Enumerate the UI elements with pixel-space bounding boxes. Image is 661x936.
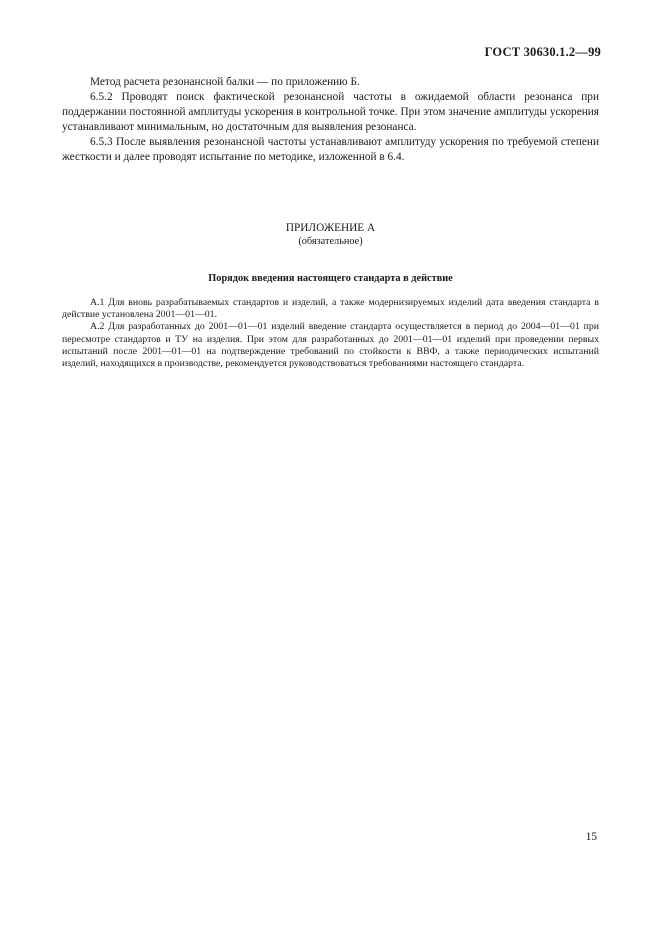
paragraph-6-5-2: 6.5.2 Проводят поиск фактической резонансной частоты в ожидаемой области резонанса при поддержании постоянной амплитуды ускорения в контрольной точке. При этом значение амплитуды ускорения устанавливают минимальным, но достаточным для выявления резонанса. [62, 91, 599, 133]
page-number: 15 [585, 831, 597, 843]
annex-text-block [62, 297, 599, 370]
main-text-block [62, 75, 599, 165]
paragraph-a2: А.2 Для разработанных до 2001—01—01 изделий введение стандарта осуществляется в период до 2004—01—01 при пересмотре стандартов и ТУ на изделия. При этом для разработанных до 2001—01—01 изделий при проведении первых испытаний после 2001—01—01 на подтверждение требований по стойкости к ВВФ, а также периодических испытаний изделий, находящихся в производстве, рекомендуется руководствоваться требованиями настоящего стандарта. [62, 321, 599, 370]
paragraph-a1: А.1 Для вновь разрабатываемых стандартов и изделий, а также модернизируемых изделий дата введения стандарта в действие установлена 2001—01—01. [62, 297, 599, 321]
paragraph-method: Метод расчета резонансной балки — по приложению Б. [90, 76, 360, 88]
annex-subtitle: (обязательное) [298, 236, 363, 247]
standard-code-header: ГОСТ 30630.1.2—99 [484, 45, 601, 59]
annex-heading: Порядок введения настоящего стандарта в действие [208, 273, 453, 284]
paragraph-6-5-3: 6.5.3 После выявления резонансной частоты устанавливают амплитуду ускорения по требуемой степени жесткости и далее проводят испытание по методике, изложенной в 6.4. [62, 136, 599, 163]
annex-title: ПРИЛОЖЕНИЕ А [285, 222, 376, 234]
